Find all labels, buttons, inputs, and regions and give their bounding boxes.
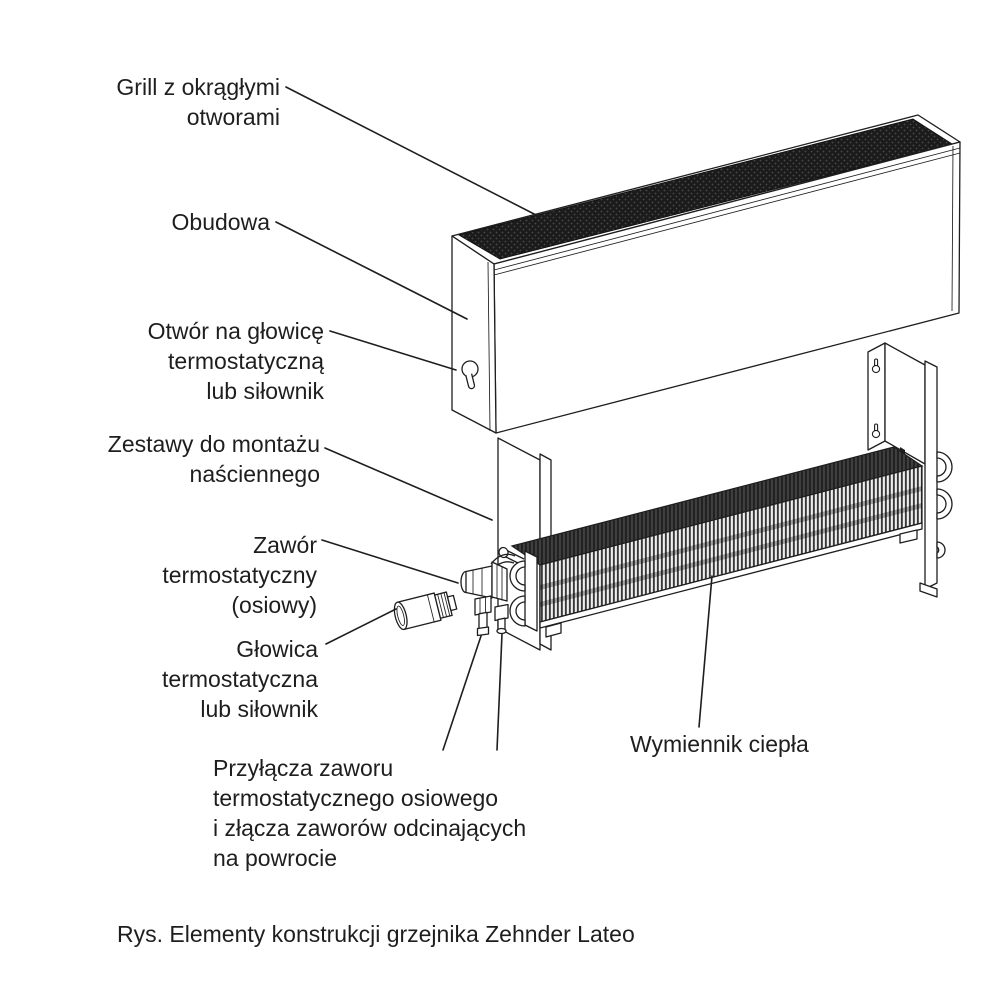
label-obudowa (172, 207, 270, 237)
label-line: Głowica (236, 636, 318, 662)
label-otwor-na-glowice (148, 316, 324, 406)
label-line: (osiowy) (231, 592, 317, 618)
label-zawor (162, 530, 317, 620)
label-grill (116, 72, 280, 132)
label-glowica (162, 634, 318, 724)
leader-wymiennik (699, 576, 712, 727)
bracket-keyhole (872, 430, 879, 437)
thermostatic-head-drawing (392, 589, 458, 631)
label-line: naściennego (189, 461, 320, 487)
leader-grill (286, 87, 538, 216)
label-line: Obudowa (171, 209, 270, 235)
right-u-bend-pipes (937, 452, 952, 558)
leader-zestawy (325, 448, 492, 520)
figure-caption: Rys. Elementy konstrukcji grzejnika Zehnder Lateo (117, 921, 635, 947)
leader-przylacze-2 (497, 634, 502, 750)
label-line: Przyłącza zaworu (213, 755, 394, 781)
label-wymiennik (630, 729, 809, 759)
label-line: Zawór (253, 532, 317, 558)
label-line: termostatyczny (162, 562, 317, 588)
label-line: lub siłownik (206, 378, 324, 404)
label-line: na powrocie (213, 845, 338, 871)
leader-zawor (322, 540, 458, 583)
label-line: Otwór na głowicę (147, 318, 324, 344)
exchanger-end-plate (525, 551, 537, 631)
leader-przylacze-1 (443, 636, 481, 750)
label-line: lub siłownik (200, 696, 318, 722)
label-zestawy-montazu (108, 429, 320, 489)
leader-glowica (326, 609, 396, 644)
label-line: termostatyczną (168, 348, 324, 374)
label-line: Zestawy do montażu (107, 431, 320, 457)
label-line: Wymiennik ciepła (630, 731, 809, 757)
label-line: Grill z okrągłymi (116, 74, 280, 100)
label-line: termostatycznego osiowego (213, 785, 499, 811)
label-line: i złącza zaworów odcinających (213, 815, 527, 841)
label-line: otworami (186, 104, 280, 130)
leader-otwor (330, 331, 456, 370)
leader-obudowa (276, 222, 467, 319)
heat-exchanger-drawing (512, 447, 952, 637)
label-line: termostatyczna (162, 666, 318, 692)
label-przylacza (213, 753, 526, 873)
thermostatic-valve (461, 562, 507, 601)
bracket-keyhole (872, 365, 879, 372)
